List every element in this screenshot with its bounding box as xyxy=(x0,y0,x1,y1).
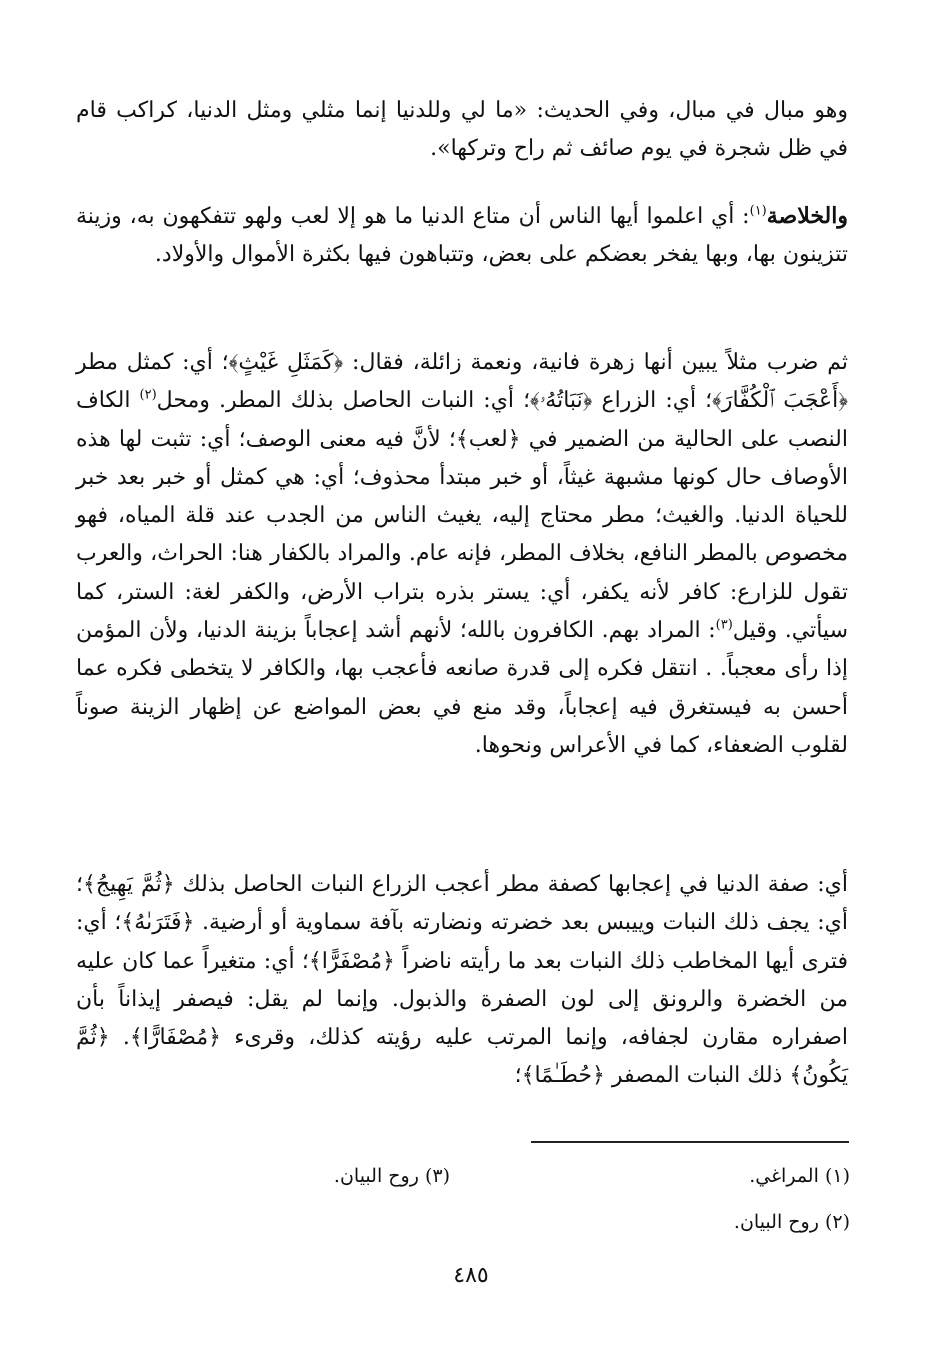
paragraph-1 xyxy=(76,92,848,169)
paragraph-3-part-b: الكاف النصب على الحالية من الضمير في ﴿لعب﴾؛ لأنَّ فيه معنى الوصف؛ أي: تثبت لها هذه الأوصاف حال كونها مشبهة غيثاً، أو خبر مبتدأ محذوف؛ أي: هي كمثل أو خبر بعد خبر للحياة الدنيا. والغيث؛ مطر محتاج إليه، يغيث الناس من الجدب عند قلة المياه، فهو مخصوص بالمطر النافع، بخلاف المطر، فإنه عام. والمراد بالكفار هنا: الحراث، والعرب تقول للزارع: كافر لأنه يكفر، أي: يستر بذره بتراب الأرض، والكفر لغة: الستر، كما سيأتي. وقيل xyxy=(76,388,848,644)
footnote-3 xyxy=(334,1163,450,1189)
paragraph-1-text: وهو مبال في مبال، وفي الحديث: «ما لي وللدنيا إنما مثلي ومثل الدنيا، كراكب قام في ظل شجرة في يوم صائف ثم راح وتركها». xyxy=(76,98,848,162)
paragraph-4-text: أي: صفة الدنيا في إعجابها كصفة مطر أعجب الزراع النبات الحاصل بذلك ﴿ثُمَّ يَهِيجُ﴾؛ أي: يجف ذلك النبات وييبس بعد خضرته ونضارته بآفة سماوية أو أرضية. ﴿فَتَرَىٰهُ﴾؛ أي: فترى أيها المخاطب ذلك النبات بعد ما رأيته ناضراً ﴿مُصْفَرًّا﴾؛ أي: متغيراً عما كان عليه من الخضرة والرونق إلى لون الصفرة والذبول. وإنما لم يقل: فيصفر إيذاناً بأن اصفراره مقارن لجفافه، وإنما المرتب عليه رؤيته كذلك، وقرىء ﴿مُصْفَارًّا﴾. ﴿ثُمَّ يَكُونُ﴾ ذلك النبات المصفر ﴿حُطَـٰمًا﴾؛ xyxy=(76,872,848,1089)
footnote-2-number: (٢) xyxy=(824,1211,850,1233)
paragraph-3 xyxy=(76,344,848,765)
footnote-3-number: (٣) xyxy=(424,1165,450,1187)
page-number: ٤٨٥ xyxy=(453,1263,489,1288)
paragraph-2 xyxy=(76,197,848,275)
paragraph-3-part-c: : المراد بهم. الكافرون بالله؛ لأنهم أشد إعجاباً بزينة الدنيا، ولأن المؤمن إذا رأى معجباً. . انتقل فكره إلى قدرة صانعه فأعجب بها، والكافر لا يتخطى فكره عما أحسن به فيستغرق فيه إعجاباً، وقد منع في بعض المواضع عن إظهار الزينة صوناً لقلوب الضعفاء، كما في الأعراس ونحوها. xyxy=(76,618,848,758)
footnote-ref-2: (٢) xyxy=(139,387,157,403)
paragraph-4 xyxy=(76,866,848,1096)
footnote-3-text: روح البيان. xyxy=(333,1165,419,1187)
paragraph-3-part-a: ثم ضرب مثلاً يبين أنها زهرة فانية، ونعمة زائلة، فقال: ﴿كَمَثَلِ غَيْثٍ﴾؛ أي: كمثل مطر ﴿أَعْجَبَ ٱلْكُفَّارَ﴾؛ أي: الزراع ﴿نَبَاتُهُۥ﴾؛ أي: النبات الحاصل بذلك المطر. ومحل xyxy=(76,350,849,414)
footnote-ref-3: (٣) xyxy=(715,617,733,633)
footnote-2 xyxy=(734,1209,850,1235)
footnote-1-text: المراغي. xyxy=(749,1165,819,1187)
footnote-ref-1: (١) xyxy=(749,203,767,219)
summary-heading: والخلاصة xyxy=(766,203,848,229)
footnote-2-text: روح البيان. xyxy=(733,1211,819,1233)
paragraph-2-text: : أي اعلموا أيها الناس أن متاع الدنيا ما هو إلا لعب ولهو تتفكهون به، وزينة تتزينون بها، وبها يفخر بعضكم على بعض، وتتباهون فيها بكثرة الأموال والأولاد. xyxy=(76,204,848,268)
footnote-separator xyxy=(531,1141,849,1143)
footnote-1 xyxy=(749,1163,850,1189)
footnote-1-number: (١) xyxy=(824,1165,850,1187)
